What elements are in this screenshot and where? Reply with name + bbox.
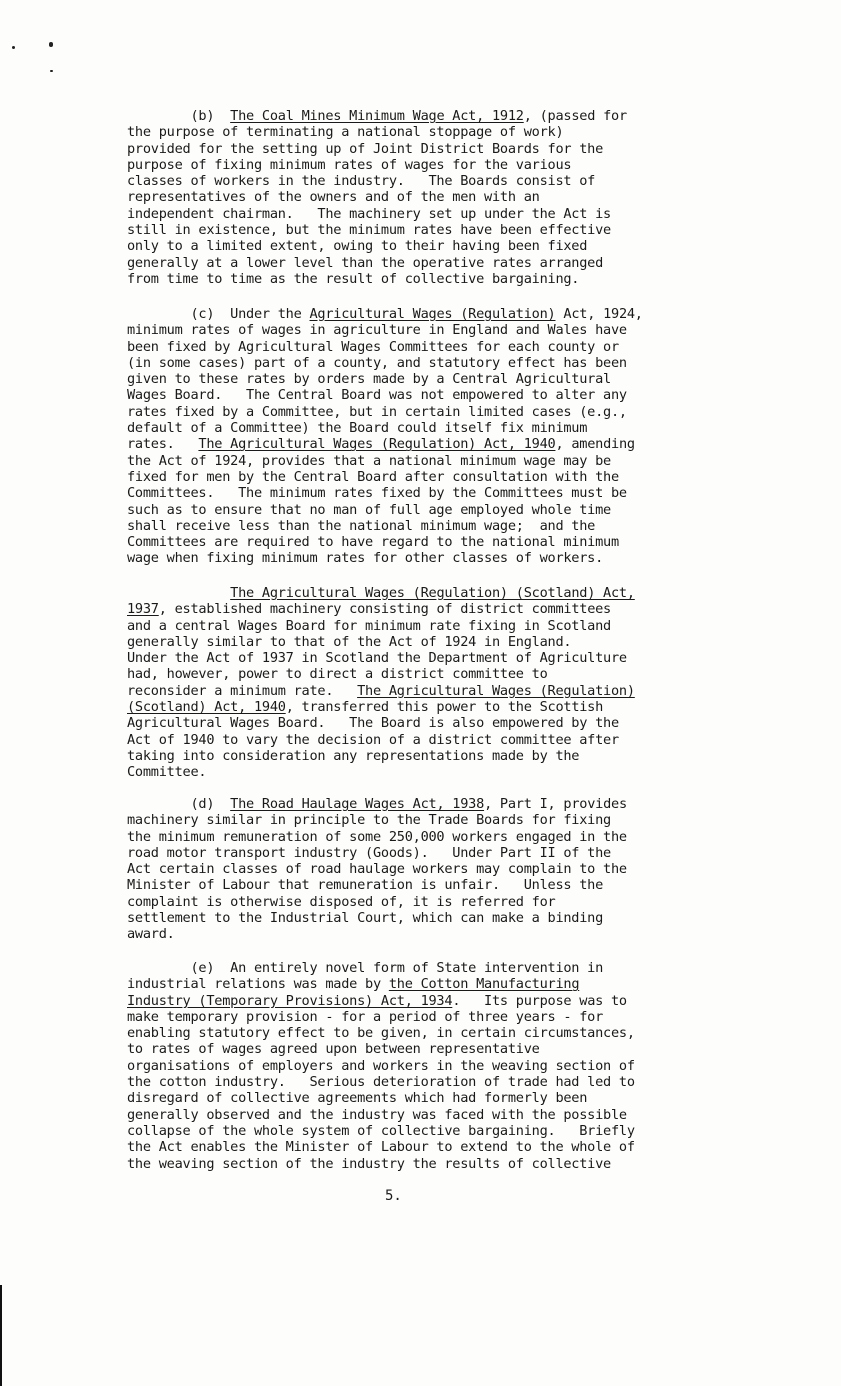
- text-line: [127, 715, 767, 731]
- text-segment: the minimum remuneration of some 250,000 workers engaged in the: [127, 828, 627, 845]
- text-segment: the purpose of terminating a national stoppage of work): [127, 124, 564, 141]
- margin-dot: [50, 70, 53, 72]
- text-segment: , amending: [555, 436, 635, 453]
- text-line: [127, 1090, 767, 1106]
- text-segment: such as to ensure that no man of full age employed whole time: [127, 501, 611, 518]
- underlined-title: 1937: [127, 601, 159, 618]
- text-line: [127, 502, 767, 518]
- text-segment: road motor transport industry (Goods). Under Part II of the: [127, 844, 611, 861]
- text-segment: Agricultural Wages Board. The Board is also empowered by the: [127, 715, 619, 732]
- text-line: [127, 1123, 767, 1139]
- text-line: [127, 387, 767, 403]
- text-segment: Minister of Labour that remuneration is unfair. Unless the: [127, 877, 604, 894]
- text-segment: Under the Act of 1937 in Scotland the Department of Agriculture: [127, 650, 627, 667]
- text-segment: representatives of the owners and of the men with an: [127, 189, 540, 206]
- text-line: [127, 436, 767, 452]
- text-line: [127, 926, 767, 942]
- text-line: [127, 634, 767, 650]
- underlined-title: Agricultural Wages (Regulation): [309, 306, 556, 322]
- text-line: [127, 485, 767, 501]
- text-line: [127, 322, 767, 338]
- text-line: [127, 960, 767, 976]
- text-segment: award.: [127, 926, 175, 943]
- text-segment: generally at a lower level than the operative rates arranged: [127, 254, 604, 271]
- text-line: [127, 141, 767, 157]
- text-segment: from time to time as the result of collective bargaining.: [127, 270, 580, 287]
- text-segment: machinery similar in principle to the Trade Boards for fixing: [127, 812, 611, 829]
- underlined-title: The Road Haulage Wages Act, 1938: [230, 796, 485, 812]
- text-segment: the Act enables the Minister of Labour to extend to the whole of: [127, 1139, 635, 1156]
- text-line: [127, 1058, 767, 1074]
- text-segment: the Act of 1924, provides that a national minimum wage may be: [127, 452, 611, 469]
- text-line: [127, 683, 767, 699]
- text-line: [127, 157, 767, 173]
- text-line: [127, 1074, 767, 1090]
- text-segment: independent chairman. The machinery set up under the Act is: [127, 205, 611, 222]
- text-line: [127, 976, 767, 992]
- text-segment: , (passed for: [523, 108, 627, 124]
- text-line: [127, 173, 767, 189]
- underlined-title: Industry (Temporary Provisions) Act, 1934: [127, 992, 453, 1009]
- text-segment: collapse of the whole system of collective bargaining. Briefly: [127, 1122, 635, 1139]
- text-line: [127, 355, 767, 371]
- text-segment: to rates of wages agreed upon between representative: [127, 1041, 540, 1058]
- text-segment: (in some cases) part of a county, and statutory effect has been: [127, 354, 627, 371]
- text-segment: . Its purpose was to: [452, 992, 627, 1009]
- underlined-title: The Agricultural Wages (Regulation) (Scotland) Act,: [230, 585, 635, 601]
- text-line: [127, 271, 767, 287]
- text-line: [127, 829, 767, 845]
- text-line: [127, 1156, 767, 1172]
- text-line: [127, 894, 767, 910]
- text-line: [127, 238, 767, 254]
- underlined-title: The Coal Mines Minimum Wage Act, 1912: [230, 108, 524, 124]
- text-line: [127, 877, 767, 893]
- text-segment: the weaving section of the industry the results of collective: [127, 1155, 611, 1172]
- text-segment: still in existence, but the minimum rates have been effective: [127, 222, 611, 239]
- underlined-title: the Cotton Manufacturing: [388, 976, 580, 993]
- underlined-title: The Agricultural Wages (Regulation) Act, 1940: [198, 436, 556, 453]
- text-segment: , transferred this power to the Scottish: [285, 699, 604, 716]
- text-segment: rates.: [127, 436, 199, 453]
- text-segment: [127, 585, 230, 601]
- text-segment: industrial relations was made by: [127, 976, 389, 993]
- text-segment: reconsider a minimum rate.: [127, 682, 358, 699]
- text-line: [127, 993, 767, 1009]
- text-segment: Act, 1924,: [555, 306, 643, 322]
- text-line: [127, 650, 767, 666]
- text-segment: fixed for men by the Central Board after consultation with the: [127, 468, 619, 485]
- text-segment: shall receive less than the national minimum wage; and the: [127, 517, 596, 534]
- text-line: [127, 371, 767, 387]
- text-segment: provided for the setting up of Joint District Boards for the: [127, 140, 604, 157]
- text-line: [127, 666, 767, 682]
- text-segment: taking into consideration any representations made by the: [127, 747, 580, 764]
- text-segment: (d): [127, 796, 231, 812]
- underlined-title: (Scotland) Act, 1940: [127, 699, 286, 716]
- text-line: [127, 861, 767, 877]
- text-segment: been fixed by Agricultural Wages Committees for each county or: [127, 338, 619, 355]
- text-line: [127, 518, 767, 534]
- text-segment: generally observed and the industry was faced with the possible: [127, 1106, 627, 1123]
- text-line: [127, 108, 767, 124]
- text-segment: enabling statutory effect to be given, in certain circumstances,: [127, 1025, 635, 1042]
- paragraph-c: [127, 306, 767, 567]
- text-segment: Act certain classes of road haulage workers may complain to the: [127, 861, 627, 878]
- text-segment: Committees. The minimum rates fixed by the Committees must be: [127, 485, 627, 502]
- scan-edge-line: [0, 1285, 2, 1386]
- text-line: [127, 222, 767, 238]
- text-segment: classes of workers in the industry. The Boards consist of: [127, 173, 596, 190]
- margin-dot: [49, 42, 53, 47]
- text-line: [127, 796, 767, 812]
- text-line: [127, 585, 767, 601]
- text-segment: (b): [127, 108, 231, 124]
- text-segment: Act of 1940 to vary the decision of a district committee after: [127, 731, 619, 748]
- text-line: [127, 339, 767, 355]
- text-line: [127, 189, 767, 205]
- text-line: [127, 453, 767, 469]
- text-segment: default of a Committee) the Board could itself fix minimum: [127, 420, 588, 437]
- text-line: [127, 534, 767, 550]
- page-number: 5.: [385, 1188, 402, 1204]
- text-line: [127, 1107, 767, 1123]
- text-segment: the cotton industry. Serious deterioration of trade had led to: [127, 1074, 635, 1091]
- text-line: [127, 1041, 767, 1057]
- text-line: [127, 618, 767, 634]
- text-line: [127, 1025, 767, 1041]
- text-line: [127, 910, 767, 926]
- text-segment: (e) An entirely novel form of State intervention in: [127, 960, 604, 976]
- text-line: [127, 699, 767, 715]
- text-segment: Wages Board. The Central Board was not empowered to alter any: [127, 387, 627, 404]
- text-segment: disregard of collective agreements which had formerly been: [127, 1090, 588, 1107]
- text-segment: (c) Under the: [127, 306, 310, 322]
- text-line: [127, 306, 767, 322]
- margin-dot: [12, 46, 15, 49]
- text-line: [127, 748, 767, 764]
- text-line: [127, 1009, 767, 1025]
- underlined-title: The Agricultural Wages (Regulation): [357, 682, 635, 699]
- text-segment: given to these rates by orders made by a Central Agricultural: [127, 371, 611, 388]
- text-line: [127, 845, 767, 861]
- text-segment: minimum rates of wages in agriculture in England and Wales have: [127, 322, 627, 339]
- text-segment: organisations of employers and workers in the weaving section of: [127, 1057, 635, 1074]
- text-line: [127, 420, 767, 436]
- paragraph-e: [127, 960, 767, 1172]
- text-line: [127, 1139, 767, 1155]
- text-segment: , established machinery consisting of district committees: [158, 601, 611, 618]
- text-line: [127, 469, 767, 485]
- text-line: [127, 601, 767, 617]
- text-segment: settlement to the Industrial Court, which can make a binding: [127, 910, 604, 927]
- text-line: [127, 732, 767, 748]
- text-segment: wage when fixing minimum rates for other classes of workers.: [127, 550, 604, 567]
- text-line: [127, 255, 767, 271]
- text-line: [127, 812, 767, 828]
- text-segment: rates fixed by a Committee, but in certain limited cases (e.g.,: [127, 403, 627, 420]
- text-segment: , Part I, provides: [484, 796, 627, 812]
- text-segment: Committees are required to have regard to the national minimum: [127, 534, 619, 551]
- text-line: [127, 764, 767, 780]
- text-line: [127, 124, 767, 140]
- text-segment: purpose of fixing minimum rates of wages for the various: [127, 156, 572, 173]
- text-segment: and a central Wages Board for minimum rate fixing in Scotland: [127, 617, 611, 634]
- text-segment: generally similar to that of the Act of 1924 in England.: [127, 633, 572, 650]
- text-segment: Committee.: [127, 764, 207, 781]
- paragraph-d: [127, 796, 767, 943]
- text-segment: only to a limited extent, owing to their having been fixed: [127, 238, 588, 255]
- text-line: [127, 550, 767, 566]
- paragraph-scotland: [127, 585, 767, 781]
- text-segment: complaint is otherwise disposed of, it is referred for: [127, 893, 556, 910]
- text-line: [127, 404, 767, 420]
- text-segment: had, however, power to direct a district committee to: [127, 666, 548, 683]
- text-line: [127, 206, 767, 222]
- text-segment: make temporary provision - for a period of three years - for: [127, 1008, 604, 1025]
- paragraph-b: [127, 108, 767, 287]
